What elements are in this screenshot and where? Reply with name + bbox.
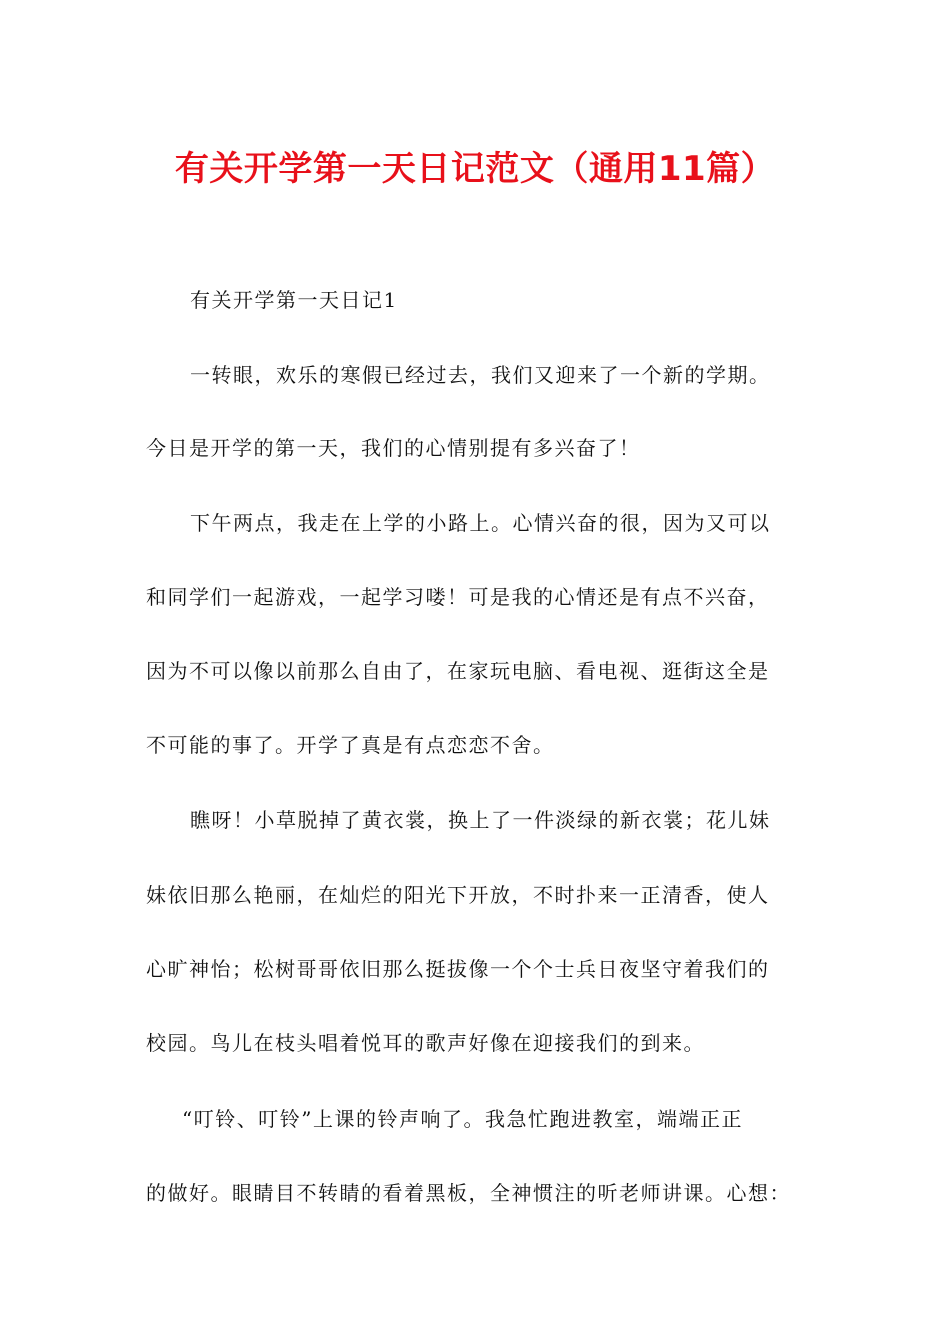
paragraph-line: 下午两点，我走在上学的小路上。心情兴奋的很，因为又可以 — [190, 511, 771, 535]
document-title: 有关开学第一天日记范文（通用11篇） — [174, 149, 776, 189]
paragraph-line: 妹依旧那么艳丽，在灿烂的阳光下开放，不时扑来一正清香，使人 — [146, 883, 770, 907]
paragraph-line: 的做好。眼睛目不转睛的看着黑板，全神惯注的听老师讲课。心想： — [146, 1181, 791, 1205]
paragraph-line: 心旷神怡；松树哥哥依旧那么挺拔像一个个士兵日夜坚守着我们的 — [146, 957, 770, 981]
paragraph-line: 因为不可以像以前那么自由了，在家玩电脑、看电视、逛街这全是 — [146, 659, 770, 683]
paragraph-line: 校园。鸟儿在枝头唱着悦耳的歌声好像在迎接我们的到来。 — [146, 1031, 705, 1055]
paragraph-line: 一转眼，欢乐的寒假已经过去，我们又迎来了一个新的学期。 — [190, 363, 771, 387]
section-heading: 有关开学第一天日记1 — [190, 288, 398, 312]
paragraph-line: “叮铃、叮铃”上课的铃声响了。我急忙跑进教室，端端正正 — [182, 1107, 743, 1131]
paragraph-line: 不可能的事了。开学了真是有点恋恋不舍。 — [146, 733, 555, 757]
paragraph-line: 和同学们一起游戏，一起学习喽！可是我的心情还是有点不兴奋， — [146, 585, 770, 609]
paragraph-line: 今日是开学的第一天，我们的心情别提有多兴奋了！ — [146, 436, 641, 460]
paragraph-line: 瞧呀！小草脱掉了黄衣裳，换上了一件淡绿的新衣裳；花儿妹 — [190, 808, 771, 832]
